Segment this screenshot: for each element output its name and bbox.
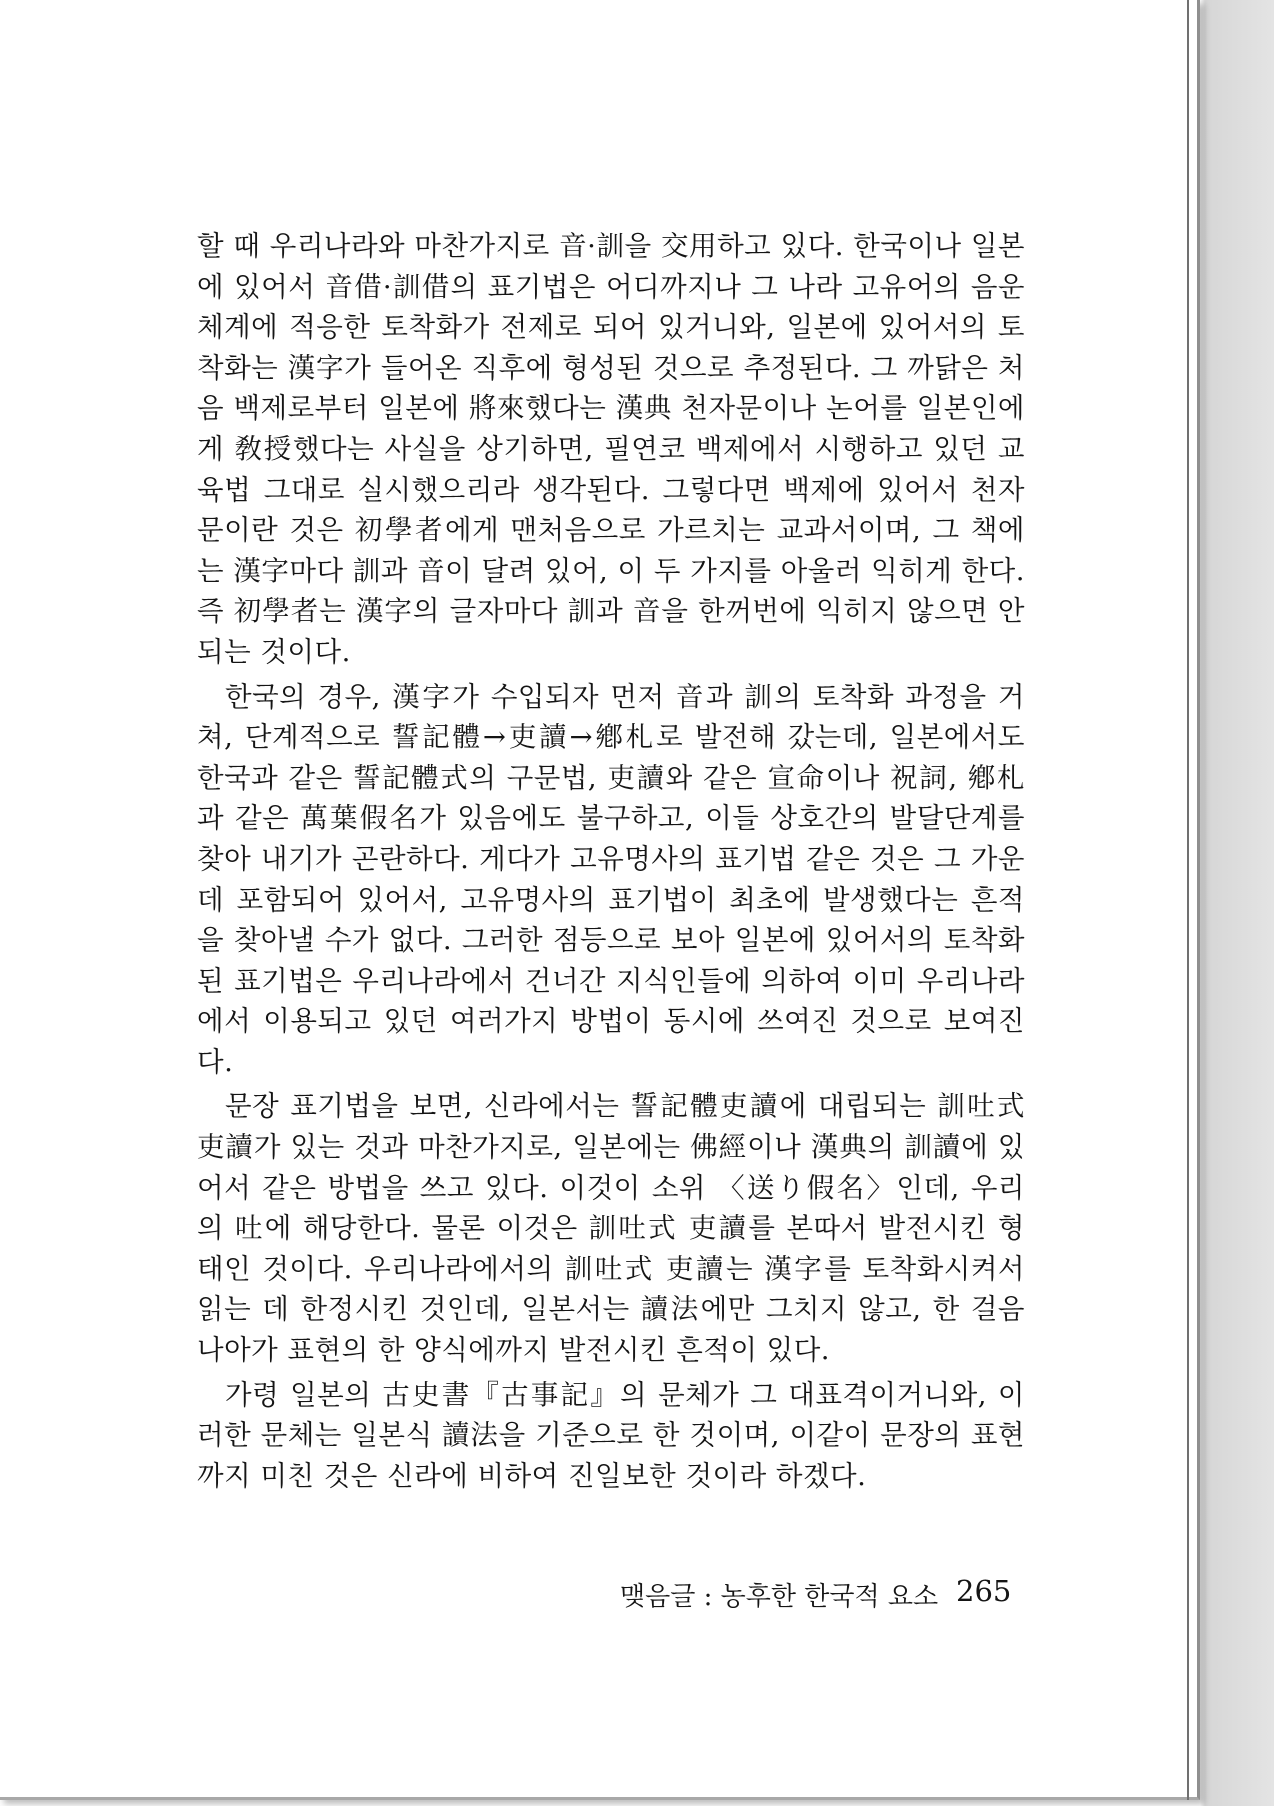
page-footer	[620, 1574, 1012, 1616]
body-text	[197, 226, 1025, 1496]
page-number: 265	[956, 1574, 1012, 1608]
paragraph: 한국의 경우, 漢字가 수입되자 먼저 音과 訓의 토착화 과정을 거쳐, 단계적으로 誓記體→吏讀→鄕札로 발전해 갔는데, 일본에서도 한국과 같은 誓記體式의 구문법, 吏讀와 같은 宣命이나 祝詞, 鄕札과 같은 萬葉假名가 있음에도 불구하고, 이들 상호간의 발달단계를 찾아 내기가 곤란하다. 게다가 고유명사의 표기법 같은 것은 그 가운데 포함되어 있어서, 고유명사의 표기법이 최초에 발생했다는 흔적을 찾아낼 수가 없다. 그러한 점등으로 보아 일본에 있어서의 토착화된 표기법은 우리나라에서 건너간 지식인들에 의하여 이미 우리나라에서 이용되고 있던 여러가지 방법이 동시에 쓰여진 것으로 보여진다.	[197, 680, 1025, 1078]
page-edge	[1187, 0, 1189, 1800]
paragraph: 문장 표기법을 보면, 신라에서는 誓記體吏讀에 대립되는 訓吐式吏讀가 있는 것과 마찬가지로, 일본에는 佛經이나 漢典의 訓讀에 있어서 같은 방법을 쓰고 있다. 이것이 소위 〈送り假名〉인데, 우리의 吐에 해당한다. 물론 이것은 訓吐式 吏讀를 본따서 발전시킨 형태인 것이다. 우리나라에서의 訓吐式 吏讀는 漢字를 토착화시켜서 읽는 데 한정시킨 것인데, 일본서는 讀法에만 그치지 않고, 한 걸음 나아가 표현의 한 양식에까지 발전시킨 흔적이 있다.	[197, 1090, 1025, 1367]
paragraph-continued: 할 때 우리나라와 마찬가지로 音·訓을 交用하고 있다. 한국이나 일본에 있어서 音借·訓借의 표기법은 어디까지나 그 나라 고유어의 음운체계에 적응한 토착화가 전제로 되어 있거니와, 일본에 있어서의 토착화는 漢字가 들어온 직후에 형성된 것으로 추정된다. 그 까닭은 처음 백제로부터 일본에 將來했다는 漢典 천자문이나 논어를 일본인에게 敎授했다는 사실을 상기하면, 필연코 백제에서 시행하고 있던 교육법 그대로 실시했으리라 생각된다. 그렇다면 백제에 있어서 천자문이란 것은 初學者에게 맨처음으로 가르치는 교과서이며, 그 책에는 漢字마다 訓과 音이 달려 있어, 이 두 가지를 아울러 익히게 한다. 즉 初學者는 漢字의 글자마다 訓과 音을 한꺼번에 익히지 않으면 안되는 것이다.	[197, 230, 1025, 668]
paragraph: 가령 일본의 古史書『古事記』의 문체가 그 대표격이거니와, 이러한 문체는 일본식 讀法을 기준으로 한 것이며, 이같이 문장의 표현까지 미친 것은 신라에 비하여 진일보한 것이라 하겠다.	[197, 1378, 1025, 1492]
running-title: 맺음글 : 농후한 한국적 요소	[620, 1582, 939, 1612]
